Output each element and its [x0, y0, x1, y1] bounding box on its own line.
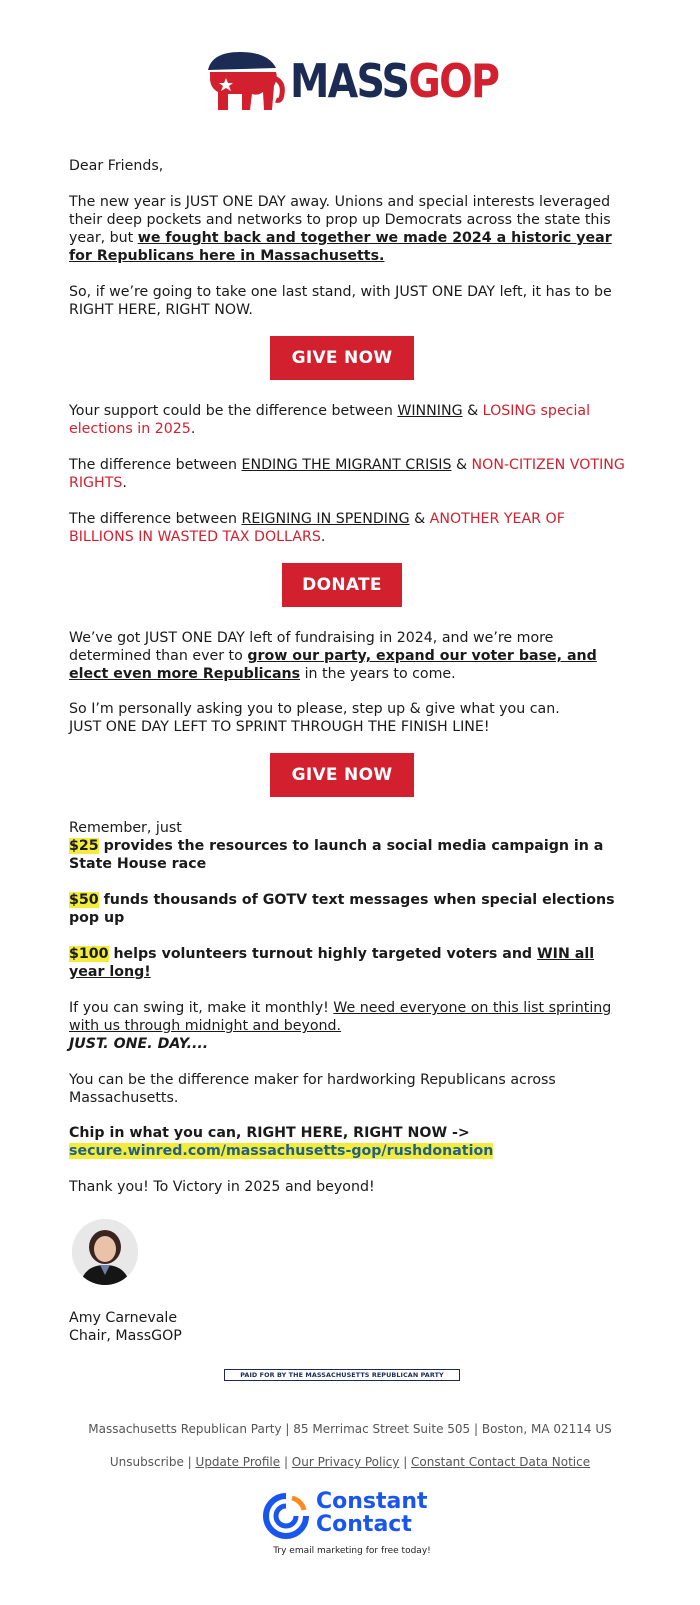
paragraph-last-stand: So, if we’re going to take one last stand, with JUST ONE DAY left, it has to be RIGHT HERE, RIGHT NOW.	[69, 284, 612, 318]
update-profile-link[interactable]: Update Profile	[195, 1455, 281, 1469]
paragraph-remember: Remember, just $25 provides the resources to launch a social media campaign in a State House race	[69, 820, 604, 872]
paragraph-spending: The difference between REIGNING IN SPENDING & ANOTHER YEAR OF BILLIONS IN WASTED TAX DOLLARS.	[69, 511, 565, 545]
paragraph-intro: The new year is JUST ONE DAY away. Unions and special interests leveraged their deep pockets and networks to prop up Democrats across the state this year, but we fought back and together we made 2024 a historic year for Republicans here in Massachusetts.	[69, 194, 612, 264]
signature-block	[69, 1309, 629, 1345]
greeting: Dear Friends,	[69, 158, 164, 174]
paid-for-disclaimer: PAID FOR BY THE MASSACHUSETTS REPUBLICAN PARTY	[224, 1369, 460, 1381]
constant-contact-wordmark: Constant Contact	[316, 1489, 428, 1537]
donation-url-link[interactable]: secure.winred.com/massachusetts-gop/rushdonation	[69, 1143, 494, 1159]
footer-links: Unsubscribe | Update Profile | Our Privacy Policy | Constant Contact Data Notice	[109, 1455, 591, 1469]
constant-contact-badge[interactable]	[262, 1490, 442, 1560]
signer-avatar	[72, 1219, 138, 1285]
logo-wordmark: MASSGOP	[290, 54, 499, 108]
elephant-logo-icon	[206, 48, 286, 114]
paragraph-personal-ask: So I’m personally asking you to please, step up & give what you can. JUST ONE DAY LEFT TO SPRINT THROUGH THE FINISH LINE!	[69, 701, 560, 735]
donate-button[interactable]: DONATE	[282, 563, 402, 607]
paragraph-50: $50 funds thousands of GOTV text messages when special elections pop up	[69, 892, 615, 926]
paragraph-difference-maker: You can be the difference maker for hardworking Republicans across Massachusetts.	[69, 1072, 556, 1106]
paragraph-fundraising: We’ve got JUST ONE DAY left of fundraising in 2024, and we’re more determined than ever to grow our party, expand our voter base, and elect even more Republicans in the years to come.	[69, 630, 597, 682]
paragraph-100: $100 helps volunteers turnout highly targeted voters and WIN all year long!	[69, 946, 595, 980]
portrait-icon	[72, 1219, 138, 1285]
give-now-button-1[interactable]: GIVE NOW	[270, 336, 414, 380]
win-all-year-link[interactable]: WIN all year long!	[69, 946, 595, 980]
historic-year-link[interactable]: we fought back and together we made 2024 a historic year for Republicans here in Massachusetts.	[69, 230, 612, 264]
data-notice-link[interactable]: Constant Contact Data Notice	[411, 1455, 591, 1469]
signer-name: Amy Carnevale	[69, 1310, 178, 1326]
constant-contact-tagline: Try email marketing for free today!	[273, 1546, 431, 1556]
paragraph-monthly: If you can swing it, make it monthly! We need everyone on this list sprinting with us through midnight and beyond. JUST. ONE. DAY....	[69, 1000, 612, 1052]
massgop-logo[interactable]	[206, 48, 506, 114]
give-now-button-2[interactable]: GIVE NOW	[270, 753, 414, 797]
privacy-policy-link[interactable]: Our Privacy Policy	[291, 1455, 400, 1469]
unsubscribe-link[interactable]: Unsubscribe	[109, 1455, 184, 1469]
sprinting-link[interactable]: We need everyone on this list sprinting with us through midnight and beyond.	[69, 1000, 612, 1034]
signer-title: Chair, MassGOP	[69, 1328, 182, 1344]
paragraph-migrant: The difference between ENDING THE MIGRANT CRISIS & NON-CITIZEN VOTING RIGHTS.	[69, 457, 625, 491]
grow-party-link[interactable]: grow our party, expand our voter base, and elect even more Republicans	[69, 648, 597, 682]
constant-contact-logo-icon	[262, 1492, 310, 1540]
paragraph-winning: Your support could be the difference between WINNING & LOSING special elections in 2025.	[69, 403, 591, 437]
footer-address: Massachusetts Republican Party | 85 Merrimac Street Suite 505 | Boston, MA 02114 US	[88, 1422, 612, 1436]
paragraph-thanks: Thank you! To Victory in 2025 and beyond!	[69, 1179, 375, 1195]
paragraph-chip-in: Chip in what you can, RIGHT HERE, RIGHT NOW -> secure.winred.com/massachusetts-gop/rushdonation	[69, 1125, 494, 1159]
